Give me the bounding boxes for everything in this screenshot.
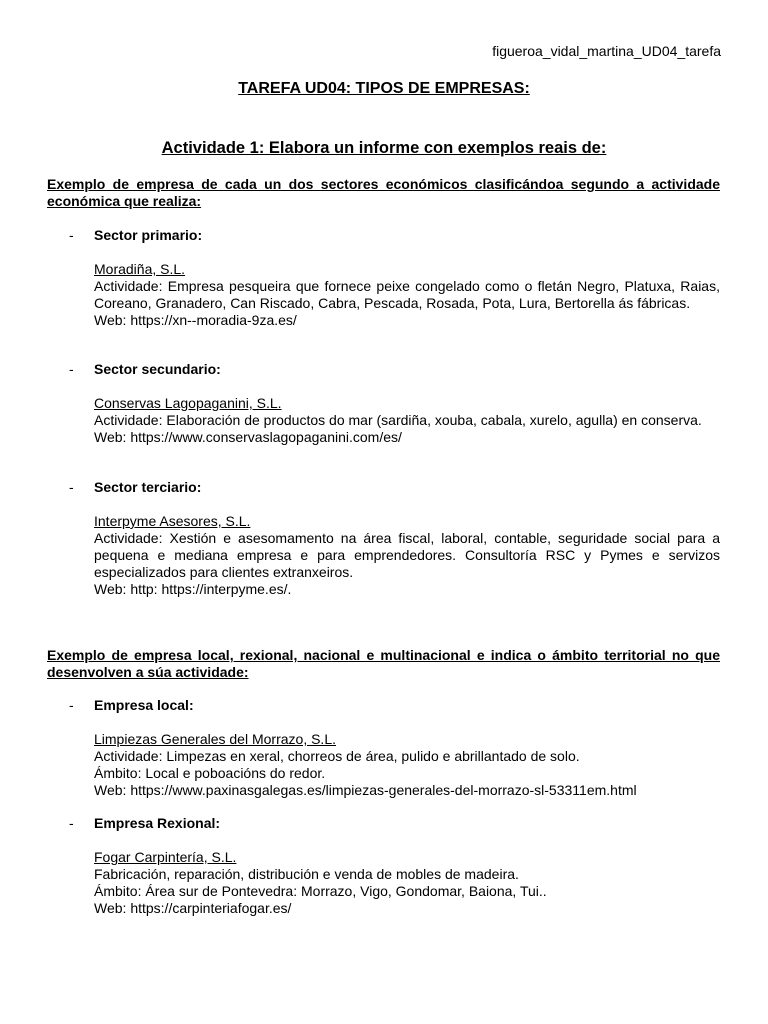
sector-primario: [47, 227, 720, 329]
company-name: Conservas Lagopaganini, S.L.: [94, 395, 282, 411]
sector-label: Sector primario:: [94, 227, 203, 243]
web-text: Web: https://www.conservaslagopaganini.com/es/: [94, 429, 402, 445]
activity-text: Actividade: Limpezas en xeral, chorreos de área, pulido e abrillantado de solo.: [94, 748, 580, 764]
activity-text: Actividade: Elaboración de productos do mar (sardiña, xouba, cabala, xurelo, agulla) en conserva.: [94, 412, 702, 428]
scope-text: Ámbito: Local e poboacións do redor.: [94, 765, 326, 781]
sector-secundario: [47, 361, 720, 446]
activity-text: Actividade: Empresa pesqueira que fornece peixe congelado como o fletán Negro, Platuxa, Raias, Coreano, Granadero, Can Riscado, Cabra, Pescada, Rosada, Pota, Lura, Bertorella ás fábricas.: [94, 278, 720, 311]
bullet-dash: -: [69, 361, 74, 377]
sector-body: [94, 731, 720, 799]
company-name: Limpiezas Generales del Morrazo, S.L.: [94, 731, 336, 747]
document-title: TAREFA UD04: TIPOS DE EMPRESAS:: [238, 80, 530, 97]
activity-text: Actividade: Xestión e asesomamento na área fiscal, laboral, contable, seguridade social para a pequena e mediana empresa e para emprendedores. Consultoría RSC y Pymes e servizos especializados para clientes extranxeiros.: [94, 530, 720, 580]
sector-terciario: [47, 479, 720, 598]
empresa-local: [47, 697, 720, 799]
bullet-dash: -: [69, 479, 74, 495]
sector-body: [94, 261, 720, 329]
sector-body: [94, 513, 720, 598]
company-name: Interpyme Asesores, S.L.: [94, 513, 251, 529]
web-text: Web: https://www.paxinasgalegas.es/limpiezas-generales-del-morrazo-sl-53311em.html: [94, 782, 637, 798]
web-text: Web: https://carpinteriafogar.es/: [94, 900, 292, 916]
section1-heading: Exemplo de empresa de cada un dos sectores económicos clasificándoa segundo a actividade económica que realiza:: [47, 176, 720, 209]
bullet-line: [47, 697, 720, 714]
bullet-dash: -: [69, 227, 74, 243]
activity-title: Actividade 1: Elabora un informe con exemplos reais de:: [161, 139, 607, 157]
company-name: Moradiña, S.L.: [94, 261, 186, 277]
bullet-dash: -: [69, 815, 74, 831]
company-name: Fogar Carpintería, S.L.: [94, 849, 237, 865]
bullet-line: [47, 815, 720, 832]
document-header-filename: figueroa_vidal_martina_UD04_tarefa: [492, 43, 721, 59]
web-text: Web: http: https://interpyme.es/.: [94, 581, 292, 597]
activity-text: Fabricación, reparación, distribución e venda de mobles de madeira.: [94, 866, 519, 882]
bullet-dash: -: [69, 697, 74, 713]
sector-body: [94, 849, 720, 917]
sector-body: [94, 395, 720, 446]
section2-heading: Exemplo de empresa local, rexional, nacional e multinacional e indica o ámbito territorial no que desenvolven a súa actividade:: [47, 647, 720, 680]
sector-label: Empresa Rexional:: [94, 815, 221, 831]
bullet-line: [47, 227, 720, 244]
sector-label: Sector secundario:: [94, 361, 221, 377]
sector-label: Empresa local:: [94, 697, 194, 713]
bullet-line: [47, 361, 720, 378]
empresa-rexional: [47, 815, 720, 917]
sector-label: Sector terciario:: [94, 479, 202, 495]
scope-text: Ámbito: Área sur de Pontevedra: Morrazo, Vigo, Gondomar, Baiona, Tui..: [94, 883, 547, 899]
bullet-line: [47, 479, 720, 496]
web-text: Web: https://xn--moradia-9za.es/: [94, 312, 297, 328]
